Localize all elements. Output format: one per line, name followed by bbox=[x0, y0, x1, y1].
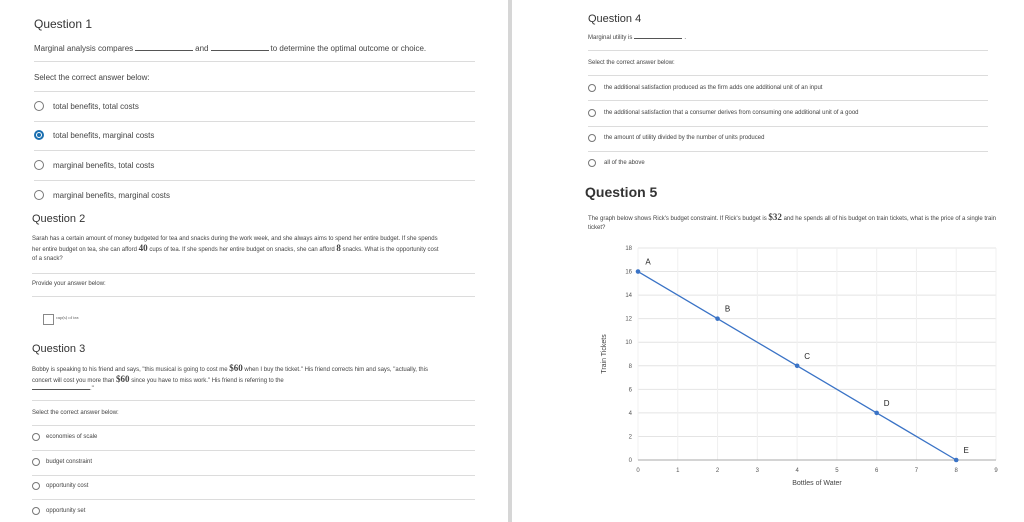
q4-prompt-end: . bbox=[684, 35, 687, 41]
q3-text-a: Bobby is speaking to his friend and says, "this musical is going to cost me bbox=[32, 367, 228, 373]
q3-option-4-label[interactable]: opportunity set bbox=[46, 508, 86, 514]
y-tick-label: 10 bbox=[625, 340, 632, 347]
q2-unit-label: cup(s) of tea bbox=[56, 315, 79, 320]
y-tick-label: 16 bbox=[625, 269, 632, 276]
point-b bbox=[715, 316, 720, 321]
q4-option-2-label[interactable]: the additional satisfaction that a consumer derives from consuming one additional unit of a good bbox=[604, 110, 859, 116]
q1-option-1-label[interactable]: total benefits, total costs bbox=[53, 102, 139, 111]
q3-option-1-label[interactable]: economies of scale bbox=[46, 434, 98, 440]
q3-price-2: $60 bbox=[116, 374, 130, 384]
x-tick-label: 4 bbox=[795, 468, 799, 474]
point-label-a: A bbox=[645, 257, 651, 267]
divider bbox=[588, 50, 988, 51]
q4-option-3-radio[interactable] bbox=[588, 134, 596, 142]
q5-title: Question 5 bbox=[585, 184, 658, 200]
divider bbox=[34, 180, 475, 181]
point-label-d: D bbox=[883, 398, 890, 408]
q4-option-1-radio[interactable] bbox=[588, 84, 596, 92]
q1-option-4-label[interactable]: marginal benefits, marginal costs bbox=[53, 191, 170, 200]
divider bbox=[32, 296, 475, 297]
y-tick-label: 0 bbox=[628, 458, 632, 464]
q3-text-end: ." bbox=[90, 386, 94, 392]
q1-blank-1 bbox=[135, 50, 193, 51]
divider bbox=[32, 400, 475, 401]
divider bbox=[588, 151, 988, 152]
x-tick-label: 7 bbox=[914, 468, 919, 474]
divider bbox=[34, 121, 475, 122]
q1-prompt bbox=[34, 44, 426, 53]
y-tick-label: 12 bbox=[625, 316, 632, 323]
q3-option-2-label[interactable]: budget constraint bbox=[46, 459, 93, 465]
divider bbox=[34, 91, 475, 92]
divider bbox=[588, 126, 988, 127]
q1-blank-2 bbox=[211, 50, 269, 51]
y-tick-label: 4 bbox=[628, 410, 632, 417]
y-tick-label: 14 bbox=[625, 293, 632, 300]
q5-text-b: and he spends all of his budget on train tickets, what is the price of a single train ticket? bbox=[588, 216, 997, 231]
divider bbox=[34, 61, 475, 62]
divider bbox=[32, 475, 475, 476]
divider bbox=[32, 425, 475, 426]
q3-option-3-label[interactable]: opportunity cost bbox=[46, 483, 89, 489]
q1-option-1-radio[interactable] bbox=[34, 101, 44, 111]
q2-text-a: Sarah has a certain amount of money budgeted for tea and snacks during the work week, and she always aims to spend her entire budget. If she spends her entire budget on tea, she can afford bbox=[32, 236, 438, 253]
x-tick-label: 8 bbox=[954, 468, 958, 474]
q1-instruction: Select the correct answer below: bbox=[34, 73, 150, 82]
x-tick-label: 1 bbox=[676, 468, 680, 474]
q1-option-3-label[interactable]: marginal benefits, total costs bbox=[53, 161, 155, 170]
q2-num-snacks: 8 bbox=[336, 243, 341, 253]
q3-option-3-radio[interactable] bbox=[32, 482, 40, 490]
q2-text-c: snacks. What is the opportunity cost of a snack? bbox=[32, 247, 439, 262]
y-tick-label: 2 bbox=[628, 434, 632, 441]
y-tick-label: 6 bbox=[628, 387, 632, 394]
divider bbox=[32, 450, 475, 451]
left-panel bbox=[0, 0, 508, 522]
q1-title: Question 1 bbox=[34, 17, 93, 31]
q4-title: Question 4 bbox=[588, 13, 642, 25]
q2-text bbox=[32, 235, 442, 264]
point-a bbox=[636, 269, 641, 274]
point-label-e: E bbox=[963, 446, 969, 455]
q3-option-4-radio[interactable] bbox=[32, 507, 40, 515]
q5-text bbox=[588, 213, 1000, 233]
q2-title: Question 2 bbox=[32, 213, 86, 225]
q1-option-2-label[interactable]: total benefits, marginal costs bbox=[53, 131, 155, 140]
divider bbox=[32, 499, 475, 500]
y-tick-label: 18 bbox=[625, 246, 632, 252]
q3-option-1-radio[interactable] bbox=[32, 433, 40, 441]
x-tick-label: 2 bbox=[715, 468, 720, 474]
x-tick-label: 5 bbox=[835, 468, 839, 474]
x-axis-label: Bottles of Water bbox=[792, 480, 842, 487]
y-axis-label: Train Tickets bbox=[601, 334, 608, 374]
q2-num-tea: 40 bbox=[138, 243, 148, 253]
q2-answer-input[interactable] bbox=[43, 314, 54, 325]
q3-text bbox=[32, 364, 447, 386]
divider bbox=[32, 273, 475, 274]
q2-instruction: Provide your answer below: bbox=[32, 281, 106, 287]
q5-budget: $32 bbox=[768, 212, 782, 222]
q1-option-2-radio[interactable] bbox=[34, 130, 44, 140]
q3-title: Question 3 bbox=[32, 343, 86, 355]
q4-option-4-label[interactable]: all of the above bbox=[604, 160, 645, 166]
q1-option-3-radio[interactable] bbox=[34, 160, 44, 170]
q3-blank-line bbox=[32, 386, 94, 392]
q1-option-4-radio[interactable] bbox=[34, 190, 44, 200]
q5-text-a: The graph below shows Rick's budget constraint. If Rick's budget is bbox=[588, 216, 767, 222]
point-e bbox=[954, 458, 959, 463]
q4-option-1-label[interactable]: the additional satisfaction produced as the firm adds one additional unit of an input bbox=[604, 85, 823, 91]
budget-constraint-chart bbox=[588, 240, 1000, 492]
q4-option-3-label[interactable]: the amount of utility divided by the number of units produced bbox=[604, 135, 765, 141]
q1-prompt-c: to determine the optimal outcome or choice. bbox=[270, 44, 427, 53]
q4-instruction: Select the correct answer below: bbox=[588, 60, 675, 66]
point-label-c: C bbox=[804, 351, 811, 361]
x-tick-label: 6 bbox=[874, 468, 879, 474]
q2-text-b: cups of tea. If she spends her entire budget on snacks, she can afford bbox=[149, 247, 335, 253]
y-tick-label: 8 bbox=[628, 363, 632, 370]
q1-prompt-b: and bbox=[195, 44, 209, 53]
q1-prompt-a: Marginal analysis compares bbox=[34, 44, 134, 53]
right-panel bbox=[512, 0, 1024, 522]
q3-price-1: $60 bbox=[229, 363, 243, 373]
q3-instruction: Select the correct answer below: bbox=[32, 410, 119, 416]
q3-text-c: since you have to miss work." His friend is referring to the bbox=[131, 378, 284, 384]
q3-option-2-radio[interactable] bbox=[32, 458, 40, 466]
divider bbox=[588, 75, 988, 76]
point-c bbox=[795, 363, 800, 368]
x-tick-label: 0 bbox=[636, 468, 640, 474]
q4-prompt-text: Marginal utility is bbox=[588, 35, 633, 41]
x-tick-label: 3 bbox=[755, 468, 760, 474]
x-tick-label: 9 bbox=[994, 468, 998, 474]
q4-blank bbox=[634, 38, 682, 39]
q3-text-b: when I buy the ticket." His friend corrects him and says, "actually, this concert will cost you more than bbox=[32, 367, 428, 384]
point-d bbox=[874, 411, 879, 416]
q4-option-2-radio[interactable] bbox=[588, 109, 596, 117]
q4-option-4-radio[interactable] bbox=[588, 159, 596, 167]
q4-prompt bbox=[588, 35, 686, 41]
divider bbox=[588, 100, 988, 101]
q3-blank bbox=[32, 389, 90, 390]
divider bbox=[34, 150, 475, 151]
point-label-b: B bbox=[724, 304, 731, 314]
